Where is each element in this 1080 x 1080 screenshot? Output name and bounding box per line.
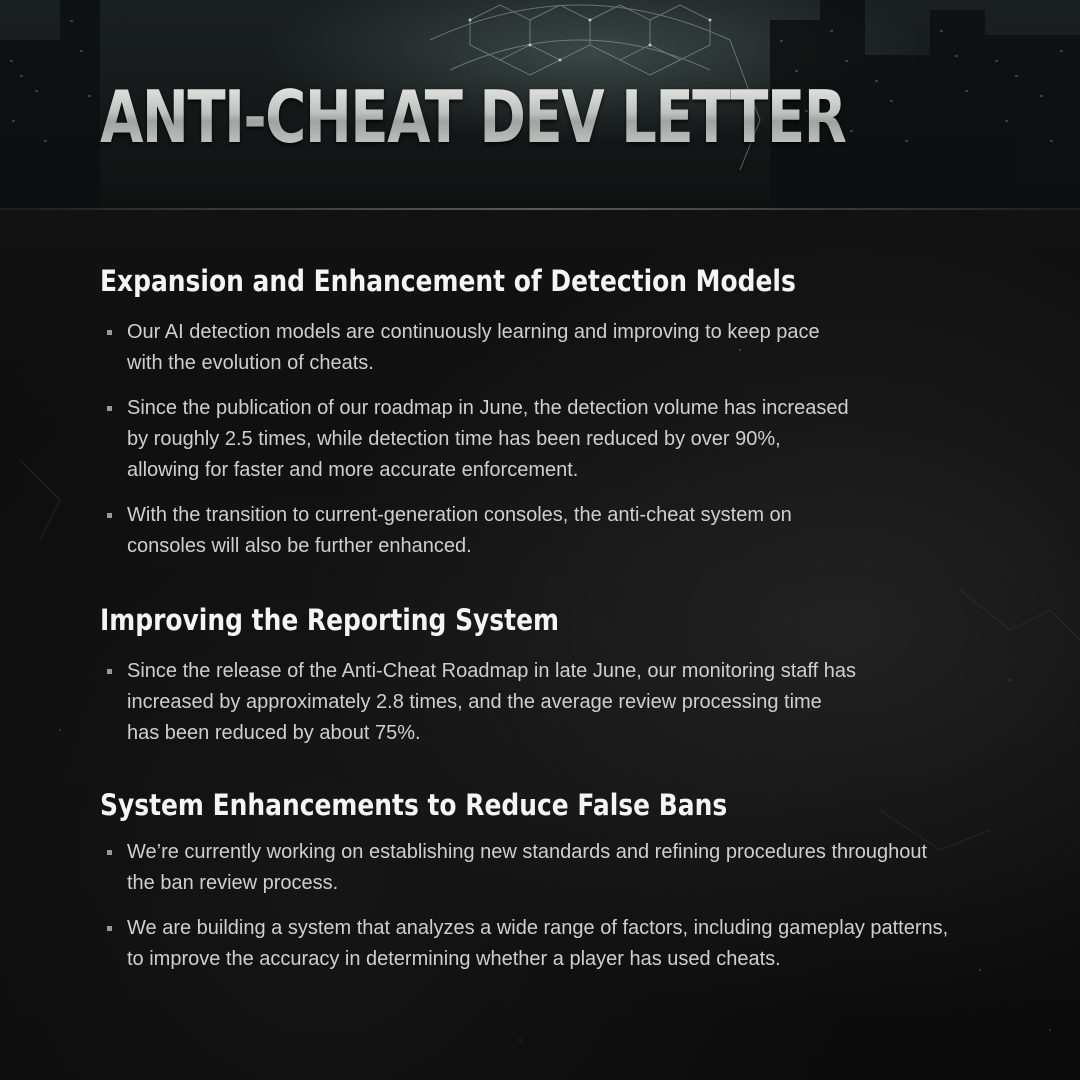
list-item: Since the publication of our roadmap in June, the detection volume has increased by roughly 2.5 times, while detection time has been reduced by over 90%, allowing for faster and more accurate enforcement. [107, 393, 967, 486]
section-title-reporting-system: Improving the Reporting System [100, 603, 559, 637]
list-item: Our AI detection models are continuously learning and improving to keep pace with the evolution of cheats. [107, 317, 967, 379]
page-title: ANTI-CHEAT DEV LETTER [100, 72, 845, 162]
bullet-icon [107, 850, 112, 855]
list-item: Since the release of the Anti-Cheat Roadmap in late June, our monitoring staff has increased by approximately 2.8 times, and the average review processing time has been reduced by about 75%. [107, 656, 967, 749]
header-divider [0, 208, 1080, 210]
reporting-system-list [107, 656, 967, 763]
bullet-icon [107, 926, 112, 931]
list-item: With the transition to current-generation consoles, the anti-cheat system on consoles will also be further enhanced. [107, 500, 967, 562]
section-title-false-bans: System Enhancements to Reduce False Bans [100, 788, 728, 822]
bullet-icon [107, 669, 112, 674]
bullet-icon [107, 513, 112, 518]
section-title-detection-models: Expansion and Enhancement of Detection Models [100, 264, 796, 298]
list-item: We’re currently working on establishing new standards and refining procedures throughout the ban review process. [107, 837, 967, 899]
detection-models-list [107, 317, 967, 576]
false-bans-list [107, 837, 967, 989]
header-banner [0, 0, 1080, 210]
bullet-icon [107, 406, 112, 411]
list-item: We are building a system that analyzes a wide range of factors, including gameplay patterns, to improve the accuracy in determining whether a player has used cheats. [107, 913, 967, 975]
bullet-icon [107, 330, 112, 335]
